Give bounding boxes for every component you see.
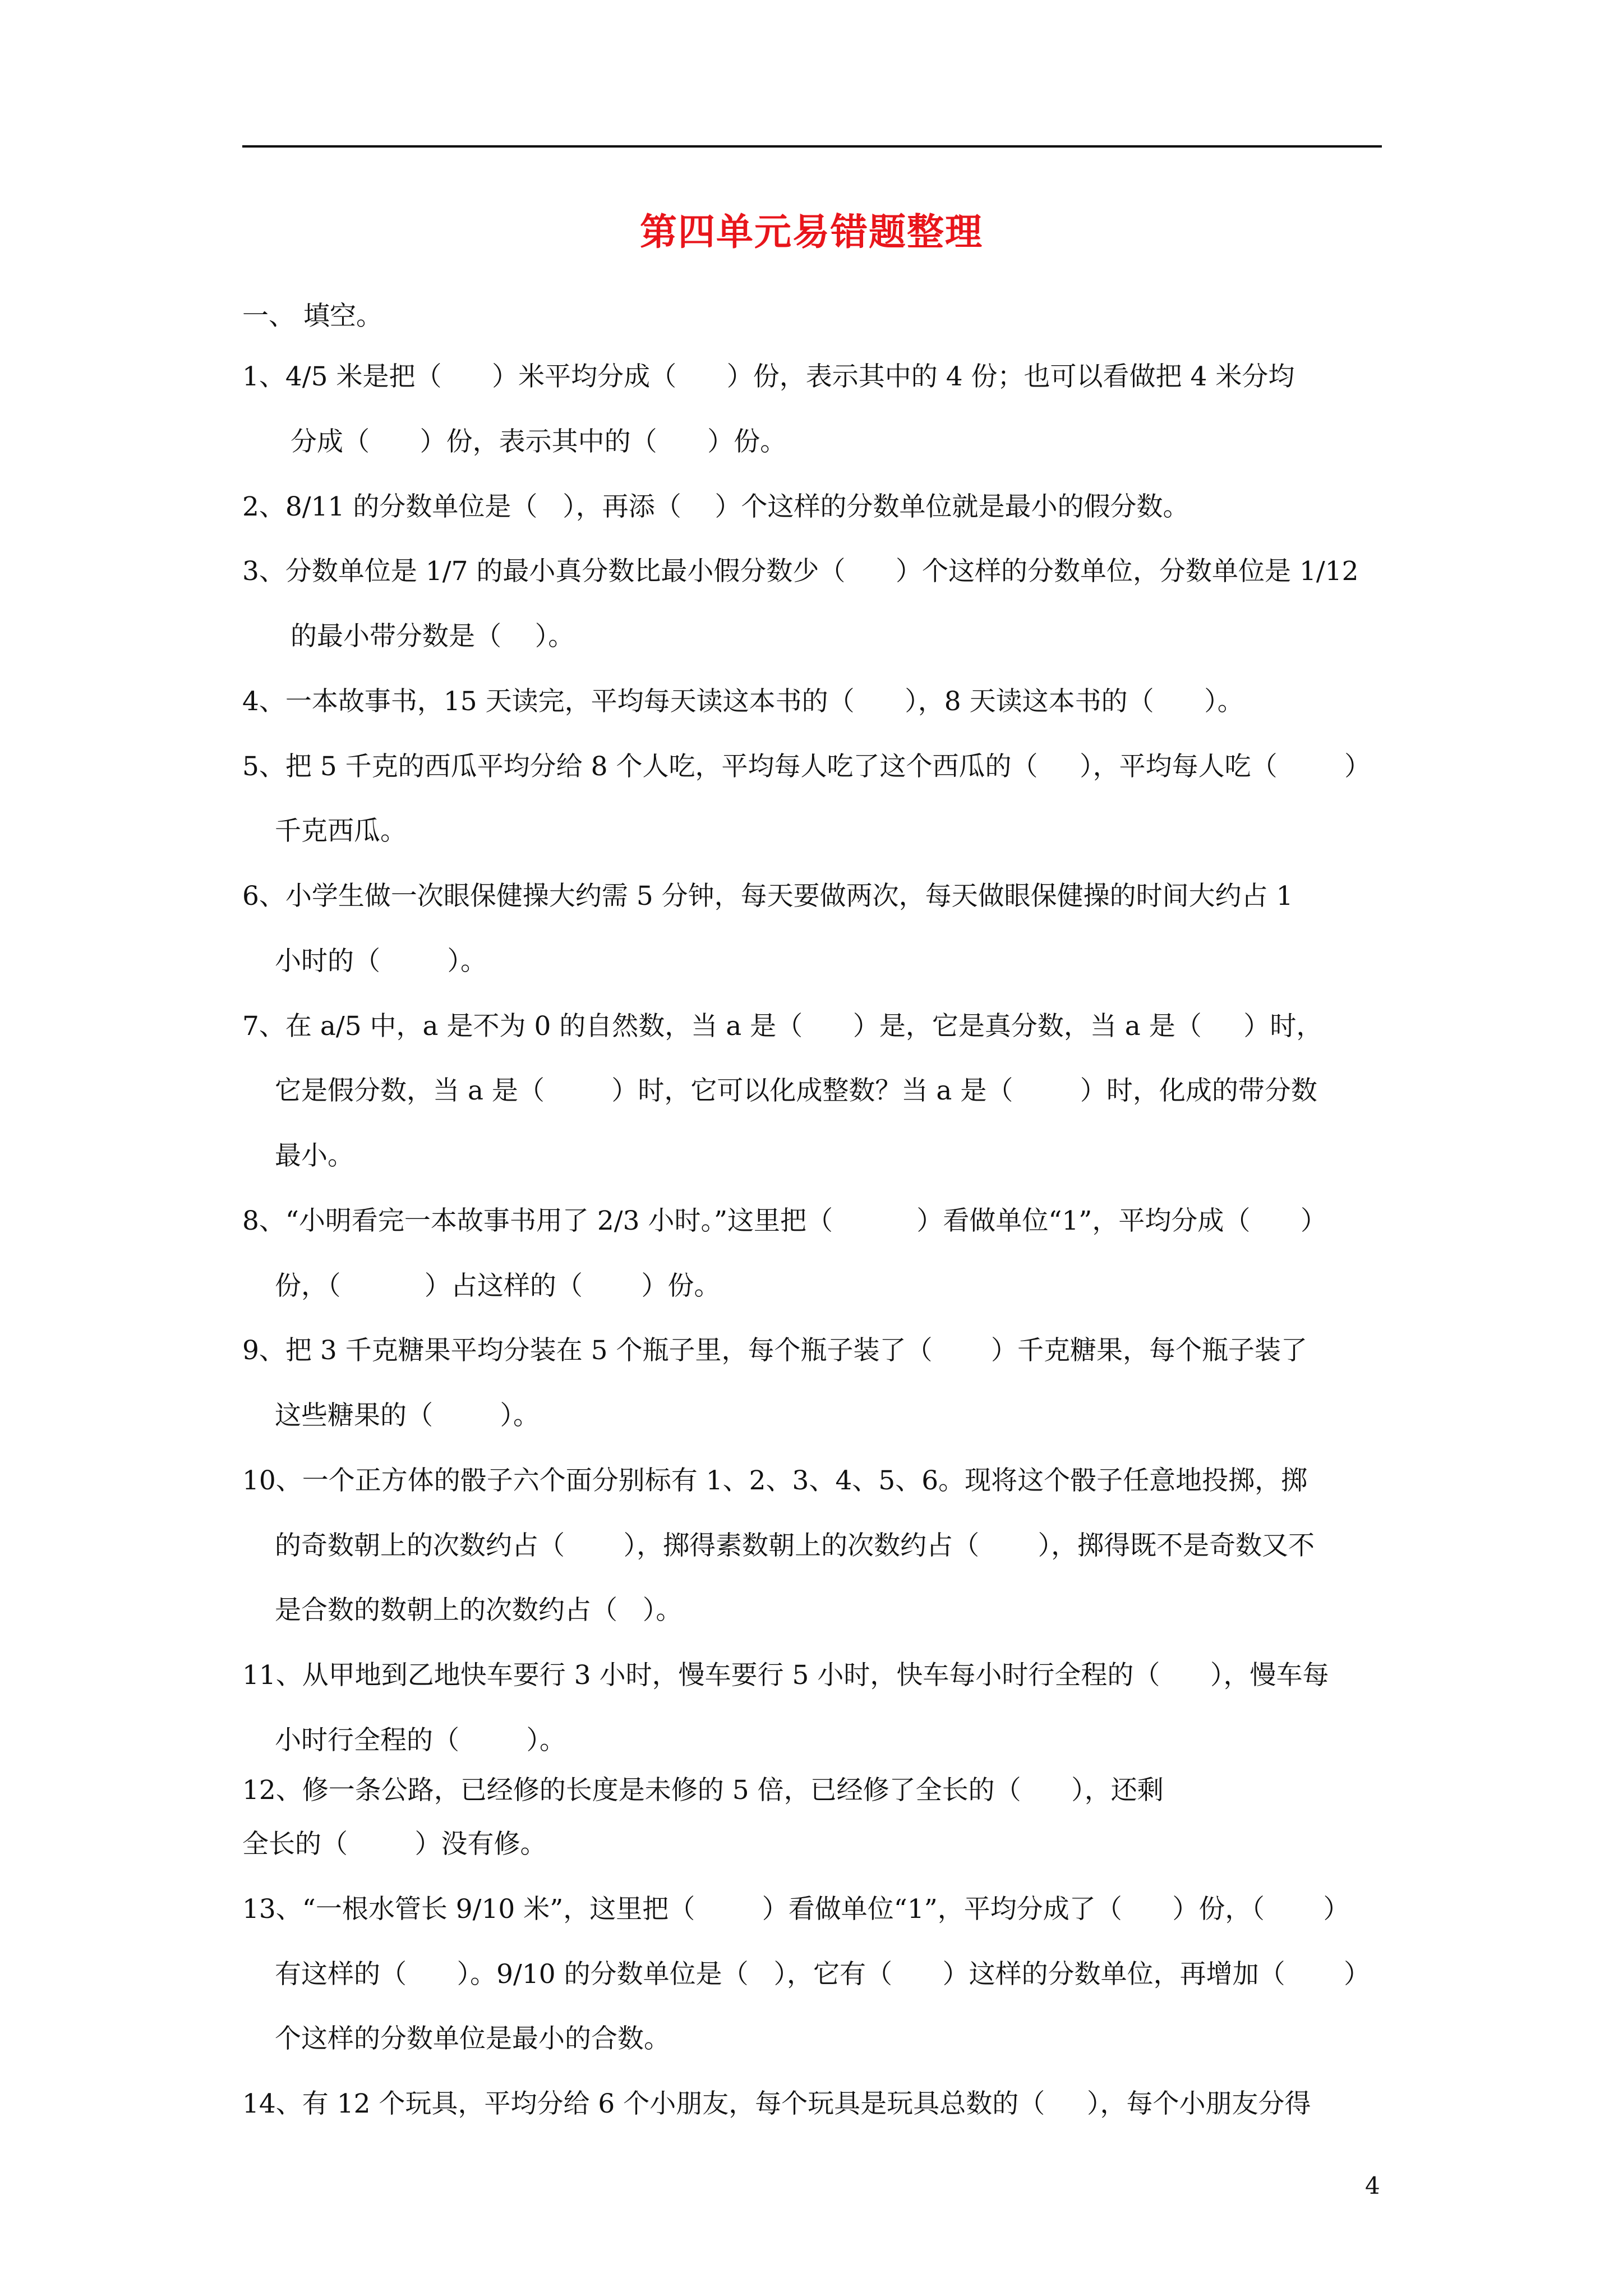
question-5-line-1: 5、把 5 千克的西瓜平均分给 8 个人吃，平均每人吃了这个西瓜的（ ），平均每人吃（ ） [242, 751, 1371, 782]
question-12-line-2: 全长的（ ）没有修。 [242, 1829, 547, 1860]
question-6-line-1: 6、小学生做一次眼保健操大约需 5 分钟，每天要做两次，每天做眼保健操的时间大约占 1 [242, 881, 1293, 912]
section-heading: 一、 填空。 [242, 301, 382, 332]
page-number: 4 [1365, 2172, 1380, 2200]
question-12-line-1: 12、修一条公路，已经修的长度是未修的 5 倍，已经修了全长的（ ），还剩 [242, 1775, 1164, 1806]
question-11-line-2: 小时行全程的（ ）。 [275, 1725, 566, 1756]
document-title: 第四单元易错题整理 [640, 210, 983, 254]
question-8-line-1: 8、“小明看完一本故事书用了 2/3 小时。”这里把（ ）看做单位“1”，平均分成（ ） [242, 1205, 1327, 1236]
question-2-line-1: 2、8/11 的分数单位是（ ），再添（ ）个这样的分数单位就是最小的假分数。 [242, 491, 1189, 522]
question-7-line-2: 它是假分数，当 a 是（ ）时，它可以化成整数？当 a 是（ ）时，化成的带分数 [275, 1075, 1317, 1106]
question-4-line-1: 4、一本故事书，15 天读完，平均每天读这本书的（ ），8 天读这本书的（ ）。 [242, 686, 1244, 717]
question-7-line-1: 7、在 a/5 中，a 是不为 0 的自然数，当 a 是（ ）是，它是真分数，当 a 是（ ）时， [242, 1011, 1323, 1042]
question-5-line-2: 千克西瓜。 [275, 816, 407, 846]
header-rule [242, 145, 1382, 148]
question-3-line-1: 3、分数单位是 1/7 的最小真分数比最小假分数少（ ）个这样的分数单位，分数单位是 1/12 [242, 556, 1359, 587]
question-11-line-1: 11、从甲地到乙地快车要行 3 小时，慢车要行 5 小时，快车每小时行全程的（ ），慢车每 [242, 1660, 1329, 1691]
question-10-line-3: 是合数的数朝上的次数约占（ ）。 [275, 1595, 683, 1626]
question-14-line-1: 14、有 12 个玩具，平均分给 6 个小朋友，每个玩具是玩具总数的（ ），每个小朋友分得 [242, 2088, 1311, 2119]
question-13-line-3: 个这样的分数单位是最小的合数。 [275, 2023, 670, 2054]
question-9-line-1: 9、把 3 千克糖果平均分装在 5 个瓶子里，每个瓶子装了（ ）千克糖果，每个瓶子装了 [242, 1335, 1308, 1366]
question-6-line-2: 小时的（ ）。 [275, 946, 487, 977]
question-1-line-2: 分成（ ）份，表示其中的（ ）份。 [291, 426, 787, 457]
question-1-line-1: 1、4/5 米是把（ ）米平均分成（ ）份，表示其中的 4 份；也可以看做把 4 米分均 [242, 361, 1295, 392]
question-10-line-2: 的奇数朝上的次数约占（ ），掷得素数朝上的次数约占（ ），掷得既不是奇数又不 [275, 1530, 1315, 1561]
question-10-line-1: 10、一个正方体的骰子六个面分别标有 1、2、3、4、5、6。现将这个骰子任意地投掷，掷 [242, 1465, 1308, 1496]
question-13-line-2: 有这样的（ ）。9/10 的分数单位是（ ），它有（ ）这样的分数单位，再增加（ ） [275, 1959, 1371, 1990]
question-8-line-2: 份，（ ）占这样的（ ）份。 [275, 1271, 721, 1301]
question-7-line-3: 最小。 [275, 1140, 354, 1171]
question-9-line-2: 这些糖果的（ ）。 [275, 1400, 540, 1431]
question-13-line-1: 13、“一根水管长 9/10 米”，这里把（ ）看做单位“1”，平均分成了（ ）份，（ ） [242, 1894, 1350, 1925]
question-3-line-2: 的最小带分数是（ ）。 [291, 621, 575, 652]
